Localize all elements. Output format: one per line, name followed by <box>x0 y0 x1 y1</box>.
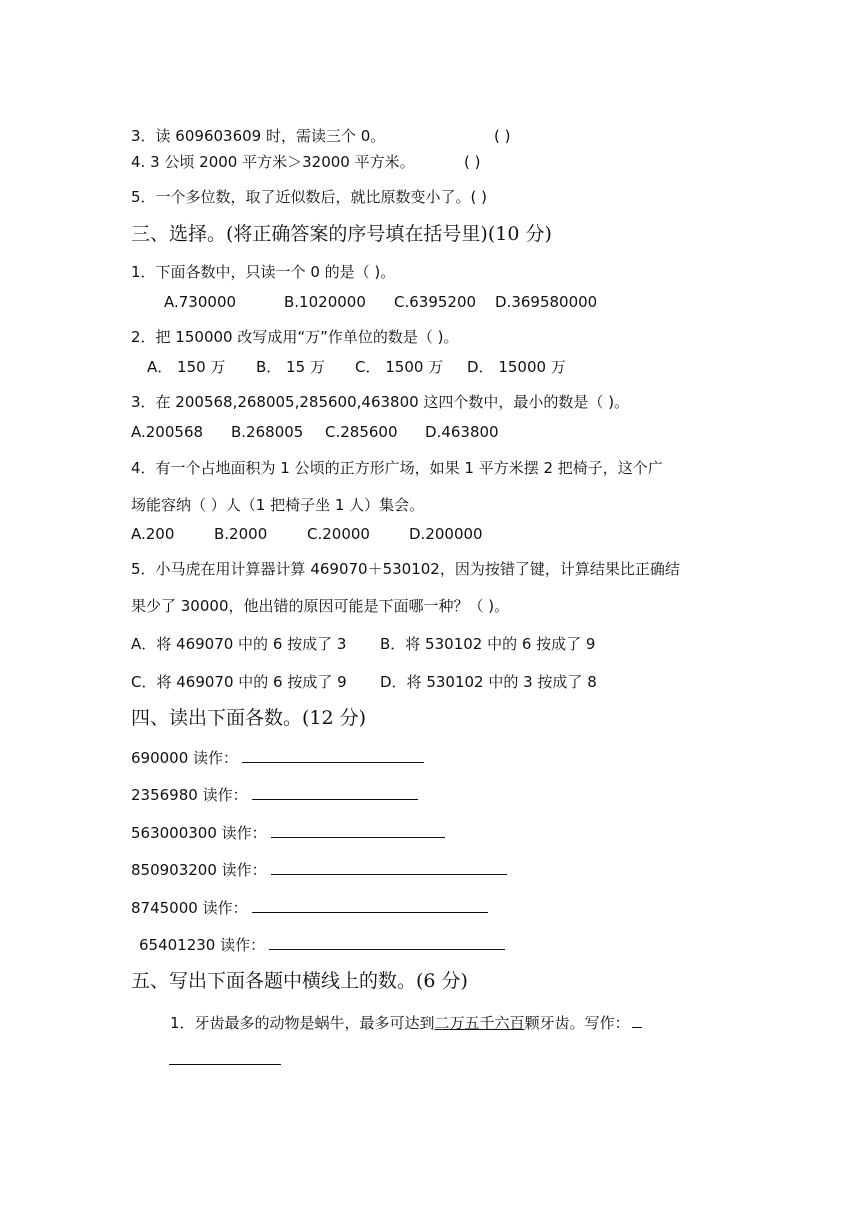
number-prompt: 563000300 读作： <box>131 824 267 842</box>
number-prompt: 690000 读作： <box>131 749 239 767</box>
option-d: D． 15000 万 <box>467 358 566 376</box>
read-number-item <box>139 934 505 955</box>
number-prompt: 850903200 读作： <box>131 861 267 879</box>
answer-line[interactable] <box>271 859 507 875</box>
section-heading-write-numbers: 五、写出下面各题中横线上的数。(6 分) <box>131 970 468 992</box>
choice-question-4-cont: 场能容纳（ ）人（1 把椅子坐 1 人）集会。 <box>131 496 425 514</box>
answer-line[interactable] <box>252 784 418 800</box>
judge-item-4: 4. 3 公顷 2000 平方米＞32000 平方米。 <box>131 153 415 171</box>
option-a: A．将 469070 中的 6 按成了 3 <box>131 635 347 653</box>
choice-question-4: 4．有一个占地面积为 1 公顷的正方形广场，如果 1 平方米摆 2 把椅子，这个广 <box>131 459 663 477</box>
read-number-item <box>131 747 424 768</box>
choice-question-2: 2．把 150000 改写成用“万”作单位的数是（ )。 <box>131 328 459 346</box>
answer-line[interactable] <box>169 1064 281 1065</box>
read-number-item <box>131 897 488 918</box>
option-b: B.2000 <box>214 525 268 543</box>
option-a: A.730000 <box>164 293 237 311</box>
option-b: B． 15 万 <box>256 358 325 376</box>
question-text-end: 颗牙齿。写作： <box>524 1014 630 1032</box>
option-b: B．将 530102 中的 6 按成了 9 <box>380 635 596 653</box>
judge-item-3: 3．读 609603609 时，需读三个 0。 <box>131 127 386 145</box>
number-prompt: 65401230 读作： <box>139 936 266 954</box>
answer-line[interactable] <box>252 897 488 913</box>
read-number-item <box>131 859 507 880</box>
underlined-number: 二万五千六百 <box>434 1014 525 1032</box>
read-number-item <box>131 822 445 843</box>
option-d: D．将 530102 中的 3 按成了 8 <box>380 673 597 691</box>
section-heading-choice: 三、选择。(将正确答案的序号填在括号里)(10 分) <box>131 223 552 245</box>
answer-line[interactable] <box>271 822 445 838</box>
number-prompt: 8745000 读作： <box>131 899 248 917</box>
option-d: D.369580000 <box>495 293 598 311</box>
choice-question-5-cont: 果少了 30000，他出错的原因可能是下面哪一种？（ )。 <box>131 597 510 615</box>
option-c: C.6395200 <box>394 293 477 311</box>
write-number-question-1 <box>170 1012 642 1033</box>
option-a: A． 150 万 <box>147 358 226 376</box>
option-b: B.268005 <box>231 423 304 441</box>
option-c: C．将 469070 中的 6 按成了 9 <box>131 673 347 691</box>
choice-question-5: 5．小马虎在用计算器计算 469070＋530102，因为按错了键，计算结果比正确结 <box>131 560 680 578</box>
answer-bracket: ( ) <box>494 127 511 145</box>
answer-line-start[interactable] <box>632 1012 642 1028</box>
choice-question-1: 1．下面各数中，只读一个 0 的是（ )。 <box>131 263 396 281</box>
option-d: D.200000 <box>409 525 483 543</box>
read-number-item <box>131 784 418 805</box>
option-c: C． 1500 万 <box>355 358 444 376</box>
option-d: D.463800 <box>425 423 499 441</box>
answer-line[interactable] <box>269 934 505 950</box>
option-b: B.1020000 <box>284 293 366 311</box>
option-a: A.200568 <box>131 423 204 441</box>
answer-line[interactable] <box>242 747 424 763</box>
option-c: C.20000 <box>307 525 370 543</box>
judge-item-5: 5．一个多位数，取了近似数后，就比原数变小了。( ) <box>131 188 488 206</box>
answer-bracket: ( ) <box>464 153 481 171</box>
question-text: 1．牙齿最多的动物是蜗牛，最多可达到 <box>170 1014 435 1032</box>
choice-question-3: 3．在 200568,268005,285600,463800 这四个数中，最小的数是（ )。 <box>131 393 630 411</box>
number-prompt: 2356980 读作： <box>131 786 248 804</box>
option-a: A.200 <box>131 525 175 543</box>
section-heading-read-numbers: 四、读出下面各数。(12 分) <box>131 707 367 729</box>
option-c: C.285600 <box>325 423 398 441</box>
